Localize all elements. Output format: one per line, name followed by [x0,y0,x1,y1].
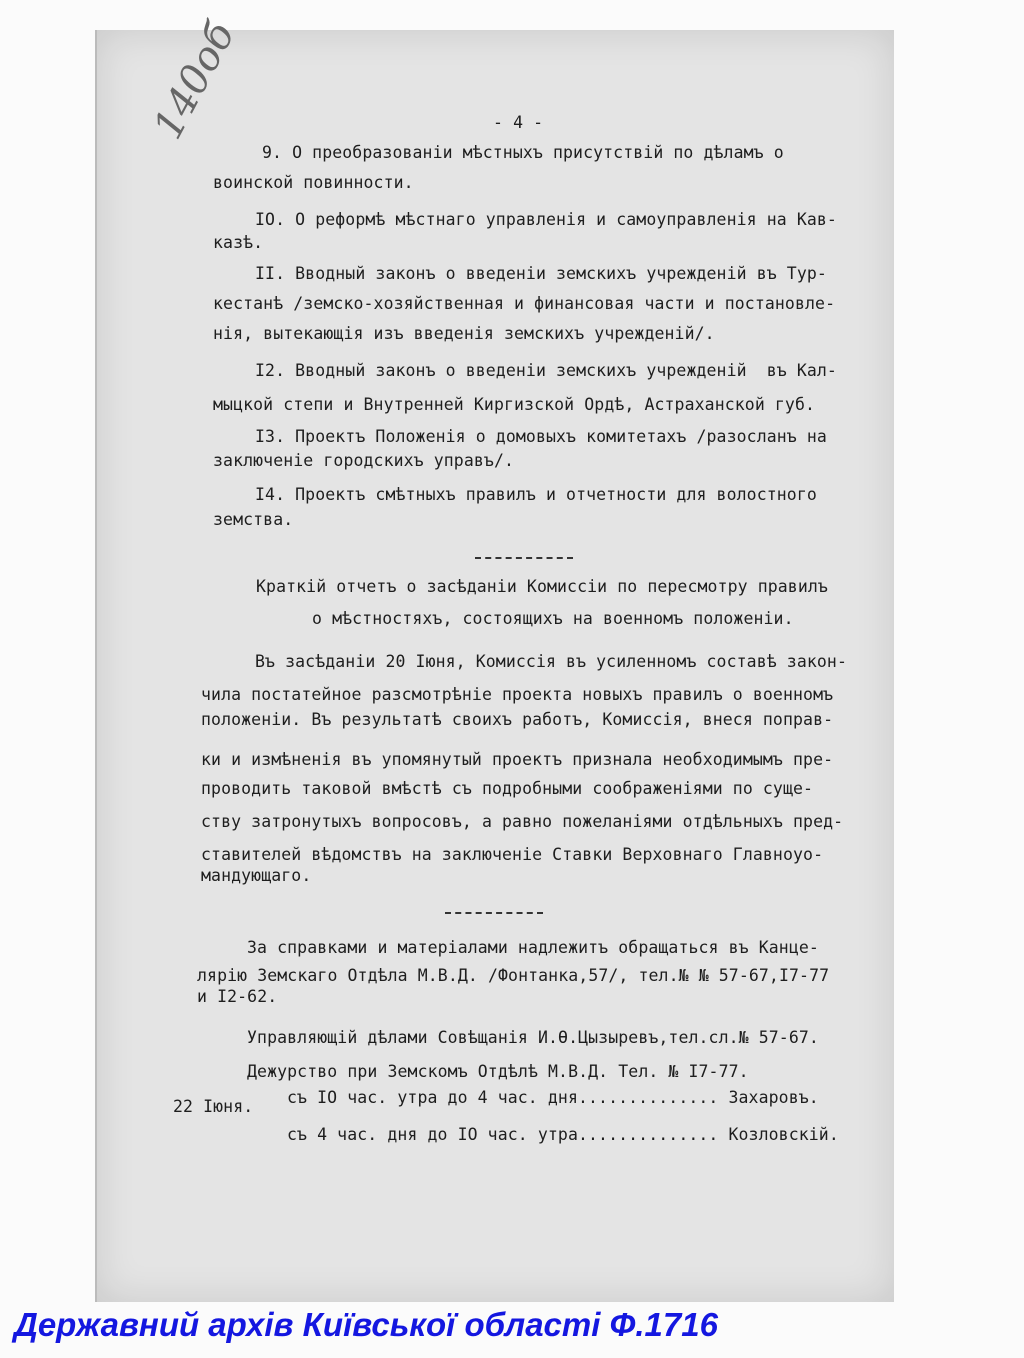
report-body-line: ству затронутыхъ вопросовъ, а равно пожеланіями отдѣльныхъ пред- [201,812,844,831]
page-number: - 4 - [493,113,544,132]
report-body-line: ки и измѣненія въ упомянутый проектъ признала необходимымъ пре- [201,750,834,769]
section-divider [475,557,573,559]
report-title-line: о мѣстностяхъ, состоящихъ на военномъ положеніи. [312,609,794,628]
contact-line: лярію Земскаго Отдѣла М.В.Д. /Фонтанка,57/, тел.№ № 57-67,I7-77 [197,966,830,985]
agenda-line: кестанѣ /земско-хозяйственная и финансовая части и постановле- [213,294,836,313]
duty-shift: съ IО час. утра до 4 час. дня.............. Захаровъ. [287,1088,819,1107]
archive-watermark: Державний архів Київської області Ф.1716 [14,1306,718,1343]
contact-line: Управляющій дѣлами Совѣщанія И.Ѳ.Цызыревъ,тел.сл.№ 57-67. [247,1028,819,1047]
agenda-line: мыцкой степи и Внутренней Киргизской Ордѣ, Астраханской губ. [213,395,816,414]
report-body-line: мандующаго. [201,866,312,885]
agenda-line: IО. О реформѣ мѣстнаго управленія и самоуправленія на Кав- [255,210,837,229]
duty-shift: съ 4 час. дня до IО час. утра.............. Козловскій. [287,1125,839,1144]
contact-line: и I2-62. [197,987,278,1006]
handwritten-folio-number: 140об [145,14,245,147]
contact-line: Дежурство при Земскомъ Отдѣлѣ М.В.Д. Тел. № I7-77. [247,1062,749,1081]
report-body-line: чила постатейное разсмотрѣніе проекта новыхъ правилъ о военномъ [201,685,834,704]
agenda-line: заключеніе городскихъ управъ/. [213,451,515,470]
section-divider [445,912,543,914]
report-body-line: Въ засѣданіи 20 Іюня, Комиссія въ усиленномъ составѣ закон- [255,652,847,671]
agenda-line: казѣ. [213,233,264,252]
contact-line: За справками и матеріалами надлежитъ обращаться въ Канце- [247,938,819,957]
report-title-line: Краткій отчетъ о засѣданіи Комиссіи по пересмотру правилъ [256,577,828,596]
duty-date: 22 Іюня. [173,1097,254,1116]
agenda-line: земства. [213,510,294,529]
agenda-line: нія, вытекающія изъ введенія земскихъ учрежденій/. [213,324,715,343]
agenda-line: I4. Проектъ смѣтныхъ правилъ и отчетности для волостного [255,485,817,504]
report-body-line: проводить таковой вмѣстѣ съ подробными соображеніями по суще- [201,779,814,798]
report-body-line: ставителей вѣдомствъ на заключеніе Ставки Верховнаго Главноуо- [201,845,824,864]
report-body-line: положеніи. Въ результатѣ своихъ работъ, Комиссія, внеся поправ- [201,710,834,729]
agenda-line: 9. О преобразованіи мѣстныхъ присутствій по дѣламъ о [262,143,784,162]
agenda-line: воинской повинности. [213,173,414,192]
agenda-line: I3. Проектъ Положенія о домовыхъ комитетахъ /разосланъ на [255,427,827,446]
agenda-line: I2. Вводный законъ о введеніи земскихъ учрежденій въ Кал- [255,361,837,380]
agenda-line: II. Вводный законъ о введеніи земскихъ учрежденій въ Тур- [255,264,827,283]
